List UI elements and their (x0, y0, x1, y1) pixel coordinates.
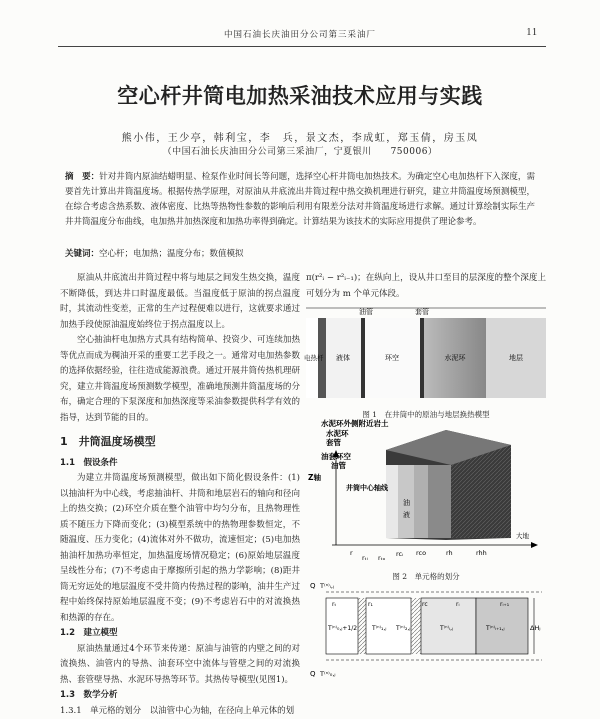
fig2-label-rti: rₜᵢ (362, 554, 368, 562)
intro-paragraph-2: 空心抽油杆电加热方式具有结构简单、投资少、可连续加热等优点而成为稠油开采的重要工艺手段之一。通常对电加热参数的选择依据经验，往往造成能源浪费。通过开展井筒传热机理研究，建立井筒温度场预测数学模型，准确地预测井筒温度场的分布，确定合理的下泵深度和加热深度等采油参数提供科学有效的指导，达到节能的目的。 (60, 333, 300, 426)
fig2-label-rh: rh (446, 549, 453, 557)
fig3-label-ri1: rᵢ₊₁ (500, 601, 510, 608)
fig2-label-casing: 套管 (326, 437, 341, 447)
fig2-label-rci: rcᵢ (396, 550, 403, 558)
fig1-label-rod: 电热杆 (304, 353, 324, 362)
figure-3-finite-difference-grid (306, 580, 546, 693)
fig1-label-casing: 套管 (415, 307, 429, 316)
fig2-label-annulus: 油套环空 (321, 451, 351, 461)
fig3-label-t-top: T⁽ⁿ⁾ᵢ,ⱼ (319, 582, 334, 590)
fig3-label-t0: T⁽ⁿ⁾₀,ⱼ+1/2 (327, 625, 357, 632)
fig2-label-rto: rₜₒ (378, 554, 386, 562)
running-header (0, 28, 600, 44)
fig3-label-rt: rₜ (332, 601, 336, 608)
section-1-heading: 1 井筒温度场模型 (60, 434, 300, 450)
fig2-label-cement: 水泥环 (326, 428, 349, 438)
fig1-label-formation: 地层 (509, 353, 523, 362)
fig2-label-liquid: 液 (403, 510, 410, 519)
section-1-2-heading: 1.2 建立模型 (60, 626, 300, 642)
fig3-label-q-bottom: Q (310, 670, 316, 678)
section-1-2-text: 原油热量通过4个环节来传递：原油与油管的内壁之间的对流换热、油管内的导热、油套环空中流体与管壁之间的对流换热、套管壁导热、水泥环导热等环节。其热传导模型(见图1)。 (60, 642, 300, 689)
fig1-label-liquid: 液体 (336, 353, 350, 362)
keywords-label: 关键词： (65, 249, 99, 259)
fig2-label-oil: 油 (403, 498, 410, 507)
fig3-label-t2: T⁽ⁿ⁾₂,ⱼ (395, 625, 410, 632)
abstract (65, 170, 535, 230)
fig2-label-rco: rco (416, 549, 426, 557)
authors: 熊小伟，王少亭，韩利宝，李 兵，景文杰，李成虹，郑玉倩，房玉凤 (0, 129, 600, 144)
fig2-label-centerline: 井筒中心轴线 (346, 483, 389, 492)
figure-1-heat-exchange-model (306, 306, 546, 406)
fig2-label-r: r (350, 549, 353, 557)
fig3-label-ti1: T⁽ⁿ⁾ᵢ₊₁,ⱼ (485, 625, 505, 632)
header-rule (58, 46, 546, 47)
section-1-3-1-text: 1.3.1 单元格的划分 以油管中心为轴，在径向上单元体的划 (60, 704, 300, 719)
fig2-label-rock: 水泥环外侧附近岩土 (321, 418, 389, 428)
affiliation: （中国石油长庆油田分公司第三采油厂，宁夏银川 750006） (0, 144, 600, 157)
fig3-label-r1: r₁ (368, 601, 373, 608)
fig3-label-t1: T⁽ⁿ⁾₁,ⱼ (371, 625, 386, 632)
figure-2-cell-division (306, 420, 546, 570)
fig2-label-tubing: 油管 (331, 460, 346, 470)
fig3-label-t-bottom: T⁽ⁿ⁾₀,ⱼ (319, 670, 336, 678)
paper-title: 空心杆井筒电加热采油技术应用与实践 (0, 80, 600, 110)
fig3-label-ti: T⁽ⁿ⁾ᵢ,ⱼ (439, 625, 453, 632)
fig3-label-dh: ΔHⱼ (530, 624, 540, 632)
abstract-text: 针对井筒内原油结蜡明显、检泵作业时间长等问题，选择空心杆井筒电加热技术。为确定空心电加热杆下入深度，需要首先计算出井筒温度场。根据传热学原理，对原油从井底流出井筒过程中热交换机理进行研究，建立井筒温度场预测模型，在综合考虑含热系数、液体密度、比热等热物性参数的影响后利用有限差分法对井筒温度场进行求解。通过计算绘制实际生产井井筒温度分布曲线，电加热井加热深度和加热功率得到确定。计算结果为该技术的实际应用提供了理论参考。 (65, 172, 535, 227)
section-1-1-text: 为建立井筒温度场预测模型，做出如下简化假设条件：(1)以抽油杆为中心线，考虑抽油杆、井筒和地层岩石的轴向和径向上的热交换；(2)环空介质在整个油管中均匀分布，且热物理性质不随压力下降而变化；(3)模型系统中的热物理参数恒定，不随温度、压力变化；(4)流体对外不做功，流速恒定；(5)电加热抽油杆加热功率恒定，加热温度场情况稳定；(6)原始地层温度呈线性分布；(7)不考虑由于摩擦所引起的热力学影响；(8)距井筒无穷远处的地层温度不受井筒内传热过程的影响，油井生产过程中始终保持原始地层温度不变；(9)不考虑岩石中的对流换热和热源的存在。 (60, 471, 300, 626)
fig3-label-q-top: Q (310, 582, 316, 590)
fig1-label-annulus: 环空 (385, 353, 399, 362)
fig3-label-ri: rᵢ (456, 601, 460, 608)
section-1-3-heading: 1.3 数学分析 (60, 688, 300, 704)
section-1-1-heading: 1.1 假设条件 (60, 456, 300, 472)
keywords-text: 空心杆；电加热；温度分布；数值模拟 (99, 249, 244, 259)
fig2-label-rhh: rhh (476, 549, 487, 557)
journal-name: 中国石油长庆油田分公司第三采油厂 (0, 28, 600, 40)
figure-2-caption: 图 2 单元格的划分 (306, 571, 546, 582)
fig2-label-zaxis: Z轴 (308, 472, 321, 482)
fig1-label-cement: 水泥环 (445, 353, 467, 362)
intro-paragraph-1: 原油从井底流出井筒过程中将与地层之间发生热交换，温度不断降低，到达井口时温度最低。当温度低于原油的拐点温度时，其流动性变差，正常的生产过程便难以进行，这就要求通过加热手段使原油温度始终位于拐点温度以上。 (60, 271, 300, 333)
fig2-label-earth: 大地 (516, 531, 530, 540)
left-column (60, 271, 300, 719)
page-number: 11 (526, 27, 538, 38)
fig1-label-tubing: 油管 (359, 307, 373, 316)
keywords (65, 247, 535, 259)
right-column-formula-text: π(r²ᵢ − r²ᵢ₋₁)；在纵向上，设从井口至目的层深度的整个深度上可划分为 m 个单元体段。 (306, 271, 546, 302)
abstract-label: 摘 要： (65, 172, 99, 182)
fig3-label-rc: rc (422, 601, 428, 608)
figure-1-caption: 图 1 在井筒中的原油与地层换热模型 (306, 409, 546, 420)
